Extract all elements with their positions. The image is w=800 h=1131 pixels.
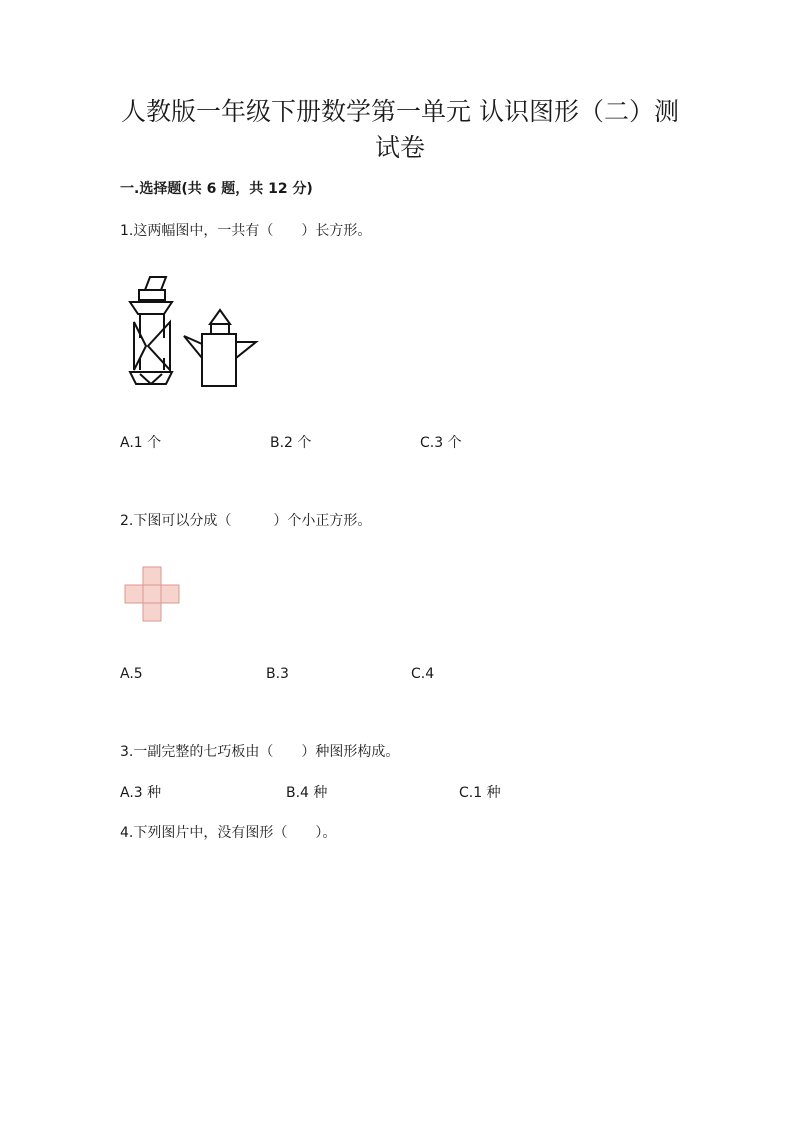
q1-fig-shoulder-trapezoid	[130, 302, 172, 314]
question-2-option-a[interactable]: A.5	[120, 666, 143, 682]
question-1-option-c[interactable]: C.3 个	[420, 435, 462, 451]
question-1-figure	[118, 272, 268, 392]
cross-square-right	[161, 585, 179, 603]
question-3-option-a[interactable]: A.3 种	[120, 785, 162, 801]
section-heading: 一.选择题(共 6 题，共 12 分)	[120, 181, 313, 197]
question-2-stem: 2.下图可以分成（ ）个小正方形。	[120, 513, 372, 529]
q1-kettle-spout	[184, 336, 202, 358]
cross-square-left	[125, 585, 143, 603]
cross-square-center	[143, 585, 161, 603]
question-1-option-a[interactable]: A.1 个	[120, 435, 162, 451]
question-3-option-b[interactable]: B.4 种	[286, 785, 328, 801]
q1-fig-base-trapezoid	[130, 372, 172, 384]
page-title-line2: 试卷	[374, 133, 425, 162]
question-2-cross-figure	[124, 566, 182, 622]
page-title-line1: 人教版一年级下册数学第一单元 认识图形（二）测	[121, 97, 679, 126]
question-3-option-c[interactable]: C.1 种	[459, 785, 501, 801]
question-3-stem: 3.一副完整的七巧板由（ ）种图形构成。	[120, 744, 400, 760]
q1-fig-top-parallelogram	[145, 277, 166, 290]
q1-kettle-lid-square	[211, 324, 229, 334]
question-2-option-c[interactable]: C.4	[411, 666, 435, 682]
cross-square-top	[143, 567, 161, 585]
q1-kettle-handle	[236, 342, 256, 358]
question-4-stem: 4.下列图片中，没有图形（ ）。	[120, 825, 337, 841]
q1-kettle-body	[202, 334, 236, 386]
question-2-option-b[interactable]: B.3	[266, 666, 289, 682]
q1-kettle-lid-triangle	[210, 310, 230, 324]
question-1-option-b[interactable]: B.2 个	[270, 435, 312, 451]
question-1-stem: 1.这两幅图中，一共有（ ）长方形。	[120, 223, 372, 239]
q1-fig-head-rect	[139, 290, 165, 300]
cross-square-bottom	[143, 603, 161, 621]
q1-fig-triangle-2	[148, 322, 170, 370]
